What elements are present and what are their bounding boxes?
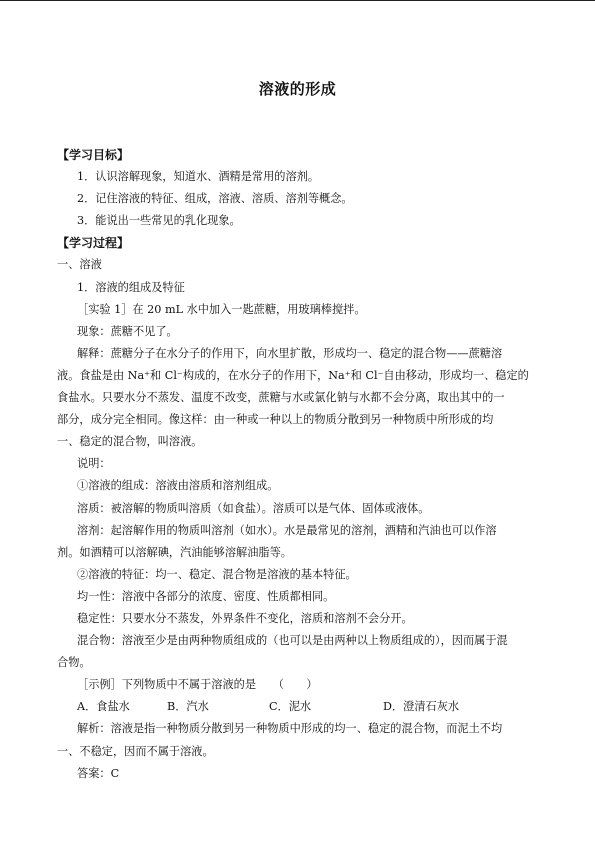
options-row: [57, 696, 541, 718]
mixture-line-2: 合物。: [57, 656, 91, 670]
section-heading-solution: 一、溶液: [57, 258, 102, 272]
analysis-line-1: 解析：溶液是指一种物质分散到另一种物质中形成的均一、稳定的混合物，而泥土不均: [77, 722, 503, 736]
uniform-text: 均一性：溶液中各部分的浓度、密度、性质都相同。: [77, 589, 335, 603]
goals-heading: 【学习目标】: [57, 148, 130, 162]
page-title: 溶液的形成: [258, 80, 337, 98]
document-body: [57, 144, 541, 785]
solvent-line-1: 溶剂：起溶解作用的物质叫溶剂（如水）。水是最常见的溶剂，酒精和汽油也可以作溶: [77, 523, 497, 537]
example-question: ［示例］下列物质中不属于溶液的是 （ ）: [77, 678, 318, 692]
solute-text: 溶质：被溶解的物质叫溶质（如食盐）。溶质可以是气体、固体或液体。: [77, 501, 430, 515]
goal-item-1: 1．认识溶解现象，知道水、酒精是常用的溶剂。: [77, 170, 320, 184]
option-b: B．汽水: [167, 700, 209, 714]
explain-line-2: 液。食盐是由 Na⁺和 Cl⁻构成的，在水分子的作用下，Na⁺和 Cl⁻自由移动，形成均一、稳定的: [57, 368, 529, 382]
features-text: ②溶液的特征：均一、稳定、混合物是溶液的基本特征。: [77, 567, 357, 581]
solvent-line-2: 剂。如酒精可以溶解碘，汽油能够溶解油脂等。: [57, 545, 292, 559]
option-a: A．食盐水: [77, 700, 130, 714]
note-label: 说明：: [77, 457, 111, 471]
stable-text: 稳定性：只要水分不蒸发，外界条件不变化，溶质和溶剂不会分开。: [77, 611, 413, 625]
option-d: D．澄清石灰水: [383, 700, 460, 714]
goal-item-3: 3．能说出一些常见的乳化现象。: [77, 214, 241, 228]
mixture-line-1: 混合物：溶液至少是由两种物质组成的（也可以是由两种以上物质组成的），因而属于混: [77, 634, 508, 648]
phenomenon-text: 现象：蔗糖不见了。: [77, 324, 178, 338]
explain-line-3: 食盐水。只要水分不蒸发、温度不改变，蔗糖与水或氯化钠与水都不会分离，取出其中的一: [57, 391, 505, 405]
composition-text: ①溶液的组成：溶液由溶质和溶剂组成。: [77, 479, 279, 493]
explain-line-4: 部分，成分完全相同。像这样：由一种或一种以上的物质分散到另一种物质中所形成的均: [57, 413, 494, 427]
answer-text: 答案：C: [77, 766, 120, 780]
experiment-text: ［实验 1］在 20 mL 水中加入一匙蔗糖，用玻璃棒搅拌。: [77, 302, 366, 316]
option-c: C．泥水: [269, 700, 312, 714]
explain-line-1: 解释：蔗糖分子在水分子的作用下，向水里扩散，形成均一、稳定的混合物——蔗糖溶: [77, 346, 503, 360]
subsection-heading: 1．溶液的组成及特征: [77, 280, 185, 294]
process-heading: 【学习过程】: [57, 236, 130, 251]
explain-line-5: 一、稳定的混合物，叫溶液。: [57, 435, 203, 449]
goal-item-2: 2．记住溶液的特征、组成，溶液、溶质、溶剂等概念。: [77, 192, 353, 206]
analysis-line-2: 一、不稳定，因而不属于溶液。: [57, 744, 214, 758]
